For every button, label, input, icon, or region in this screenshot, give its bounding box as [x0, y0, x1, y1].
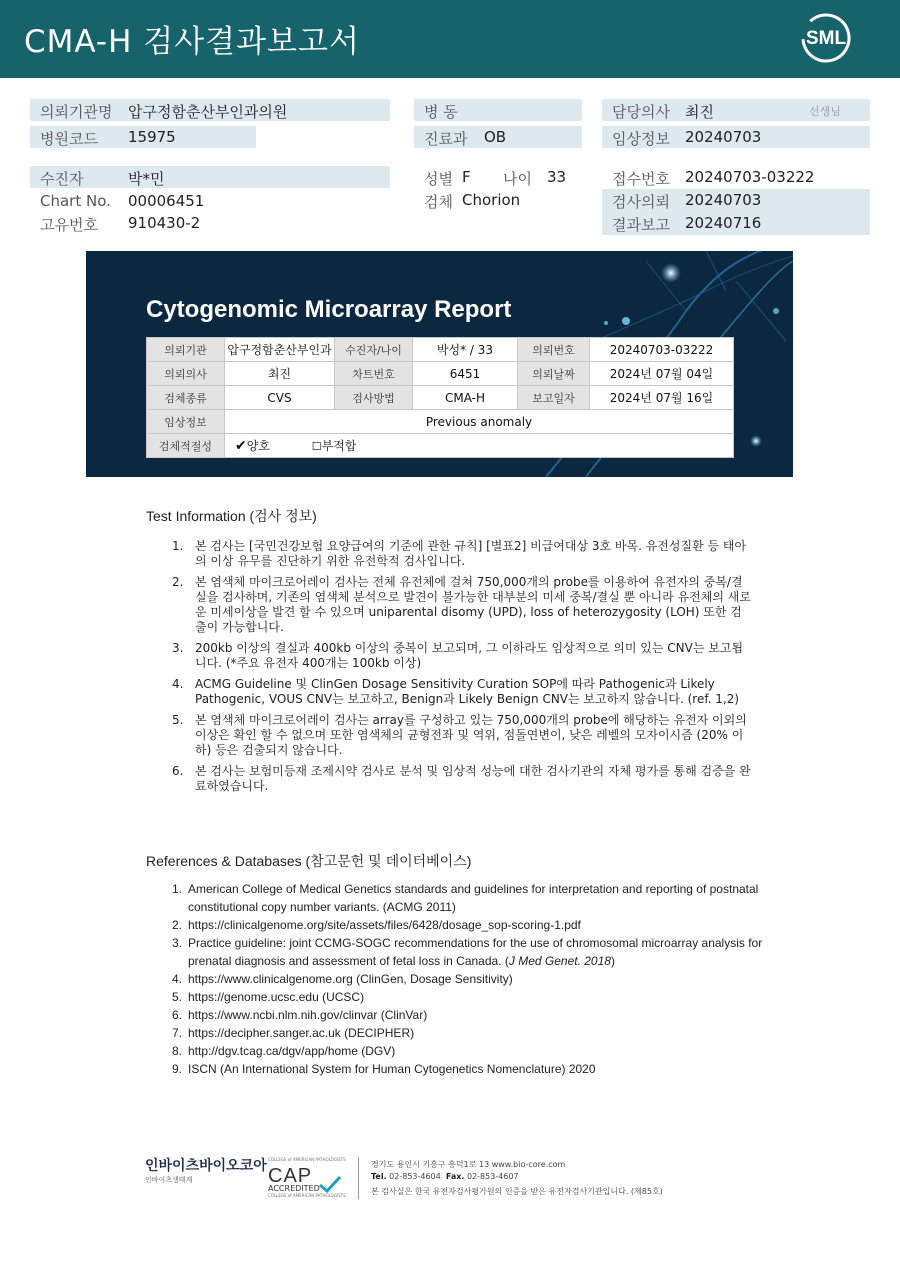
report-title: CMA-H 검사결과보고서	[24, 24, 360, 60]
check-icon: ✔	[235, 438, 247, 454]
table-row	[147, 410, 734, 434]
table-row	[147, 362, 734, 386]
report-label: 결과보고	[612, 216, 670, 234]
contact-line: Tel. 02-853-4604 Fax. 02-853-4607	[371, 1172, 519, 1181]
table-cell: 검체종류	[147, 386, 225, 410]
id-label: 고유번호	[40, 216, 98, 234]
patient-field	[30, 166, 390, 188]
table-cell: CVS	[225, 386, 335, 410]
report-header	[0, 0, 900, 78]
clinical-field	[602, 126, 870, 148]
table-cell: 압구정함춘산부인과	[225, 338, 335, 362]
adequacy-cell	[225, 434, 734, 458]
cap-bottom-text: COLLEGE of AMERICAN PATHOLOGISTS	[268, 1193, 346, 1198]
cap-text: CAP	[268, 1165, 313, 1187]
address: 경기도 용인시 기흥구 흥덕1로 13 www.bio-core.com	[371, 1160, 566, 1169]
test-info-list	[172, 539, 752, 800]
checkbox-icon: ☐	[311, 440, 322, 453]
ward-field	[414, 99, 582, 121]
table-row	[147, 434, 734, 458]
sex-value: F	[462, 168, 471, 186]
list-item: 7. https://decipher.sanger.ac.uk (DECIPHER)	[172, 1026, 415, 1040]
clinical-value: 20240703	[685, 128, 762, 146]
id-field	[30, 212, 390, 234]
table-row	[147, 338, 734, 362]
doctor-label: 담당의사	[612, 103, 670, 121]
table-cell: 의뢰기관	[147, 338, 225, 362]
adequacy-good: 양호	[246, 439, 270, 453]
table-cell: 차트번호	[335, 362, 413, 386]
dept-label: 진료과	[424, 130, 468, 148]
list-item: 4. ACMG Guideline 및 ClinGen Dosage Sensitivity Curation SOP에 따라 Pathogenic과 Likely Pathogenic, VOUS CNV는 보고하고, Benign과 Likely Benign CNV는 보고하지 않습니다. (ref. 1,2)	[172, 677, 740, 706]
hospital-label: 의뢰기관명	[40, 103, 113, 121]
age-value: 33	[547, 168, 567, 186]
specimen-label: 검체	[424, 193, 453, 211]
doctor-field	[602, 99, 870, 121]
list-item: 8. http://dgv.tcag.ca/dgv/app/home (DGV)	[172, 1044, 396, 1058]
ward-label: 병 동	[424, 103, 458, 121]
test-info-title: Test Information (검사 정보)	[146, 508, 317, 524]
table-cell: 최진	[225, 362, 335, 386]
list-item: 2. 본 염색체 마이크로어레이 검사는 전체 유전체에 걸쳐 750,000개의 probe를 이용하여 유전자의 중복/결실을 검사하며, 기존의 염색체 분석으로 발견이 불가능한 대부분의 미세 중복/결실 뿐 아니라 유전체의 새로운 미세이상을 발견 할 수 있으며 uniparental disomy (UPD), loss of heterozygosity (LOH) 또한 검출이 가능합니다.	[172, 575, 751, 634]
clinical-label: 임상정보	[612, 130, 670, 148]
table-cell: 의뢰날짜	[518, 362, 590, 386]
cap-accredited-logo	[268, 1157, 348, 1199]
code-value: 15975	[128, 128, 176, 146]
adequacy-bad: 부적합	[321, 439, 357, 453]
doctor-suffix: 선생님	[809, 105, 841, 118]
table-cell: 임상정보	[147, 410, 225, 434]
doctor-value: 최진	[685, 103, 714, 121]
list-item: 1. American College of Medical Genetics standards and guidelines for interpretation and reporting of postnatal constitutional copy number variants. (ACMG 2011)	[172, 882, 759, 914]
list-item: 2. https://clinicalgenome.org/site/assets/files/6428/dosage_sop-scoring-1.pdf	[172, 918, 581, 932]
receipt-label: 접수번호	[612, 170, 670, 188]
list-item: 6. https://www.ncbi.nlm.nih.gov/clinvar (ClinVar)	[172, 1008, 428, 1022]
table-cell: CMA-H	[413, 386, 518, 410]
references-list	[172, 880, 772, 1078]
table-cell: 박성* / 33	[413, 338, 518, 362]
dept-field	[414, 126, 582, 148]
specimen-value: Chorion	[462, 191, 521, 209]
list-item: 6. 본 검사는 보험미등재 조제시약 검사로 분석 및 임상적 성능에 대한 검사기관의 자체 평가를 통해 검증을 완료하였습니다.	[172, 764, 751, 793]
table-cell: 의뢰의사	[147, 362, 225, 386]
company-sub: 인바이츠생태계	[145, 1176, 193, 1184]
cma-report-banner	[86, 251, 793, 477]
table-cell: 수진자/나이	[335, 338, 413, 362]
chart-field	[30, 190, 390, 212]
table-cell: 의뢰번호	[518, 338, 590, 362]
request-value: 20240703	[685, 191, 762, 209]
table-cell: 20240703-03222	[590, 338, 734, 362]
sex-age-field	[414, 166, 594, 188]
dept-value: OB	[484, 128, 507, 146]
references-title: References & Databases (참고문헌 및 데이터베이스)	[146, 853, 472, 869]
code-field	[30, 126, 256, 148]
chart-value: 00006451	[128, 192, 205, 210]
certification-note: 본 검사실은 한국 유전자검사평가원의 인증을 받은 유전자검사기관입니다. (제85호)	[371, 1187, 663, 1196]
report-summary-table	[146, 337, 734, 458]
request-label: 검사의뢰	[612, 193, 670, 211]
logo-text: SML	[805, 28, 847, 49]
request-report-field	[602, 189, 870, 235]
table-cell: 검체적절성	[147, 434, 225, 458]
clinical-info-cell: Previous anomaly	[225, 410, 734, 434]
list-item: 4. https://www.clinicalgenome.org (ClinGen, Dosage Sensitivity)	[172, 972, 513, 986]
cap-top-text: COLLEGE of AMERICAN PATHOLOGISTS	[268, 1157, 346, 1162]
table-cell: 검사방법	[335, 386, 413, 410]
list-item: 3. Practice guideline: joint CCMG-SOGC recommendations for the use of chromosomal microarray analysis for prenatal diagnosis and assessment of fetal loss in Canada. (J Med Genet. 2018)	[172, 936, 763, 968]
table-cell: 2024년 07월 16일	[590, 386, 734, 410]
code-label: 병원코드	[40, 130, 98, 148]
sml-logo	[800, 12, 852, 64]
table-row	[147, 386, 734, 410]
receipt-value: 20240703-03222	[685, 168, 815, 186]
divider	[358, 1157, 359, 1199]
table-cell: 보고일자	[518, 386, 590, 410]
list-item: 1. 본 검사는 [국민건강보험 요양급여의 기준에 관한 규칙] [별표2] 비급여대상 3호 바목. 유전성질환 등 태아의 이상 유무를 진단하기 위한 유전학적 검사입니다.	[172, 539, 747, 568]
list-item: 5. https://genome.ucsc.edu (UCSC)	[172, 990, 365, 1004]
list-item: 9. ISCN (An International System for Human Cytogenetics Nomenclature) 2020	[172, 1062, 596, 1076]
sex-label: 성별	[424, 170, 453, 188]
footer	[145, 1155, 745, 1205]
table-cell: 6451	[413, 362, 518, 386]
banner-title: Cytogenomic Microarray Report	[146, 296, 512, 323]
cap-accredited: ACCREDITED	[268, 1184, 320, 1193]
receipt-field	[602, 166, 870, 188]
hospital-value: 압구정함춘산부인과의원	[128, 103, 288, 121]
checkmark-icon	[318, 1175, 342, 1193]
specimen-field	[414, 189, 594, 211]
chart-label: Chart No.	[40, 192, 111, 210]
hospital-field	[30, 99, 390, 121]
list-item: 3. 200kb 이상의 결실과 400kb 이상의 중복이 보고되며, 그 이하라도 임상적으로 의미 있는 CNV는 보고됩니다. (*주요 유전자 400개는 100kb 이상)	[172, 641, 744, 670]
report-value: 20240716	[685, 214, 762, 232]
list-item: 5. 본 염색체 마이크로어레이 검사는 array를 구성하고 있는 750,000개의 probe에 해당하는 유전자 이외의 이상은 확인 할 수 없으며 또한 염색체의 균형전좌 및 역위, 점돌연변이, 낮은 레벨의 모자이시즘 (20% 이하) 등은 검출되지 않습니다.	[172, 713, 747, 757]
age-label: 나이	[503, 170, 532, 188]
patient-label: 수진자	[40, 170, 84, 188]
company-logo: 인바이츠바이오코아	[145, 1158, 267, 1174]
patient-value: 박*민	[128, 170, 165, 188]
id-value: 910430-2	[128, 214, 201, 232]
table-cell: 2024년 07월 04일	[590, 362, 734, 386]
